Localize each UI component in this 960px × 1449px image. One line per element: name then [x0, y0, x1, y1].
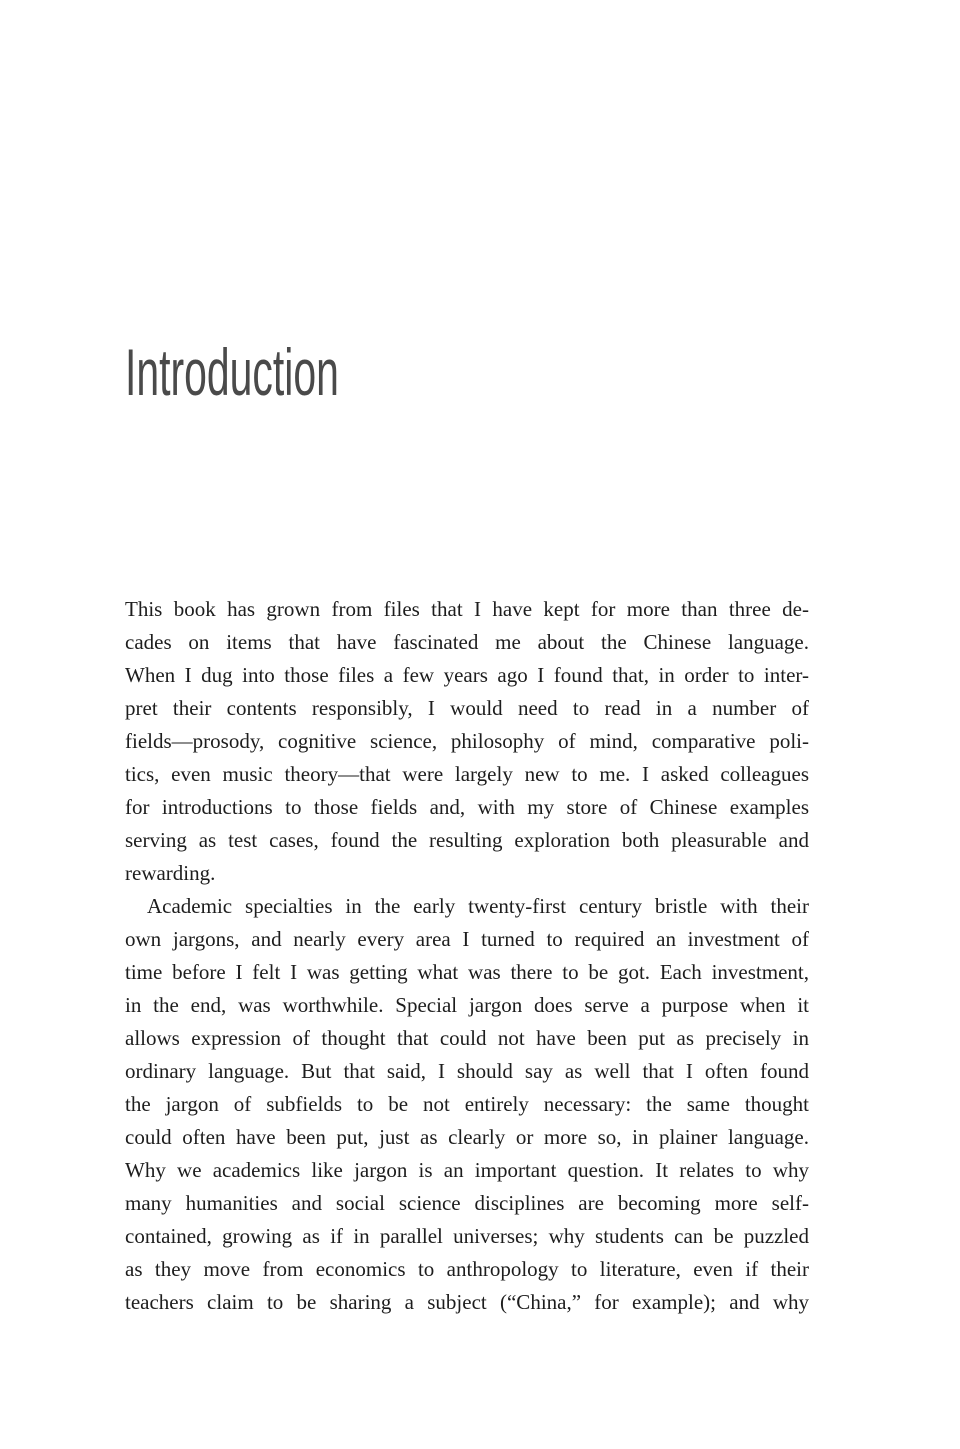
body-text: [125, 593, 809, 1319]
paragraph-1-line-9: rewarding.: [125, 861, 216, 885]
paragraph-2-line-5: allows expression of thought that could not have been put as precisely in: [125, 1026, 809, 1050]
paragraph-1-line-5: fields—prosody, cognitive science, philosophy of mind, comparative poli-: [125, 729, 809, 753]
paragraph-2-line-3: time before I felt I was getting what was there to be got. Each investment,: [125, 960, 809, 984]
paragraph-2-line-6: ordinary language. But that said, I should say as well that I often found: [125, 1059, 809, 1083]
paragraph-1-line-1: This book has grown from files that I have kept for more than three de-: [125, 597, 809, 621]
chapter-title: Introduction: [125, 335, 339, 409]
paragraph-2-line-4: in the end, was worthwhile. Special jargon does serve a purpose when it: [125, 993, 809, 1017]
paragraph-2-line-10: many humanities and social science disciplines are becoming more self-: [125, 1191, 809, 1215]
paragraph-1-line-8: serving as test cases, found the resulting exploration both pleasurable and: [125, 828, 809, 852]
paragraph-2-line-13: teachers claim to be sharing a subject (“China,” for example); and why: [125, 1290, 809, 1314]
paragraph-1-line-6: tics, even music theory—that were largely new to me. I asked colleagues: [125, 762, 809, 786]
paragraph-2-line-12: as they move from economics to anthropology to literature, even if their: [125, 1257, 809, 1281]
paragraph-2-line-11: contained, growing as if in parallel universes; why students can be puzzled: [125, 1224, 809, 1248]
paragraph-2-line-2: own jargons, and nearly every area I turned to required an investment of: [125, 927, 809, 951]
paragraph-2-line-9: Why we academics like jargon is an important question. It relates to why: [125, 1158, 809, 1182]
paragraph-2-line-8: could often have been put, just as clearly or more so, in plainer language.: [125, 1125, 809, 1149]
paragraph-1-line-3: When I dug into those files a few years ago I found that, in order to inter-: [125, 663, 809, 687]
paragraph-1-line-7: for introductions to those fields and, with my store of Chinese examples: [125, 795, 809, 819]
paragraph-1-line-4: pret their contents responsibly, I would need to read in a number of: [125, 696, 809, 720]
paragraph-1-line-2: cades on items that have fascinated me about the Chinese language.: [125, 630, 809, 654]
paragraph-2-line-1: Academic specialties in the early twenty-first century bristle with their: [147, 894, 809, 918]
paragraph-2-line-7: the jargon of subfields to be not entirely necessary: the same thought: [125, 1092, 809, 1116]
